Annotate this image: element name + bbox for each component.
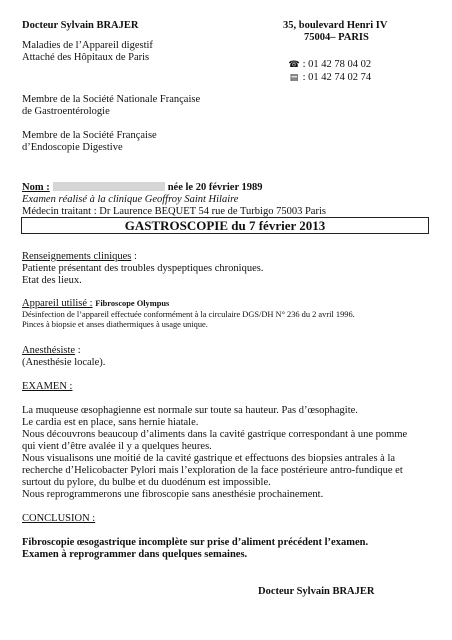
telephone-icon: ☎ (288, 59, 300, 69)
society-block-2 (22, 130, 157, 154)
anesthesia-heading-colon: : (75, 345, 81, 356)
exam-line: recherche d’Helicobacter Pylori mais l’exploration de la face postérieure antro-fundique et (22, 465, 403, 476)
exam-heading: EXAMEN : (22, 381, 73, 392)
exam-line: Nous découvrons beaucoup d’aliments dans la cavité gastrique correspondant à une pomme (22, 429, 408, 440)
device-line-1: Désinfection de l’appareil effectuée conformément à la circulaire DGS/DH N° 236 du 2 avril 1996. (22, 310, 355, 319)
society-1-line-2: de Gastroentérologie (22, 106, 110, 117)
contact-block (288, 58, 371, 84)
conclusion-body (22, 537, 368, 561)
address-line-1: 35, boulevard Henri IV (283, 20, 388, 31)
patient-info (22, 182, 326, 218)
fax-number: : 01 42 74 02 74 (302, 72, 372, 83)
exam-place: Examen réalisé à la clinique Geoffroy Saint Hilaire (22, 194, 239, 205)
phone-number: : 01 42 78 04 02 (302, 59, 372, 70)
clinical-heading: Renseignements cliniques (22, 251, 132, 262)
specialty-line-1: Maladies de l’Appareil digestif (22, 40, 153, 51)
device-section (22, 298, 355, 330)
exam-body (22, 405, 428, 501)
address-block (283, 20, 387, 44)
patient-name-label: Nom : (22, 182, 50, 193)
exam-line: qui vient d’être avalée il y a quelques heures. (22, 441, 212, 452)
referring-doctor: Médecin traitant : Dr Laurence BEQUET 54 rue de Turbigo 75003 Paris (22, 206, 326, 217)
exam-line: surtout du pylore, du bulbe et du duodénum est impossible. (22, 477, 271, 488)
anesthesia-heading: Anesthésiste (22, 345, 76, 356)
society-2-line-2: d’Endoscopie Digestive (22, 142, 123, 153)
anesthesia-section (22, 345, 105, 369)
doctor-name: Docteur Sylvain BRAJER (22, 20, 139, 31)
specialty-block (22, 40, 153, 64)
conclusion-line-1: Fibroscopie œsogastrique incomplète sur prise d’aliment précédent l’examen. (22, 537, 369, 548)
doctor-header (22, 20, 138, 32)
conclusion-heading: CONCLUSION : (22, 513, 96, 524)
device-heading: Appareil utilisé : (22, 298, 93, 309)
exam-line: Nous reprogrammerons une fibroscopie sans anesthésie prochainement. (22, 489, 324, 500)
device-name: Fibroscope Olympus (95, 299, 170, 308)
exam-line: Nous visualisons une moitié de la cavité gastrique et effectuons des biopsies antrales à la (22, 453, 396, 464)
device-line-2: Pinces à biopsie et anses diathermiques à usage unique. (22, 320, 208, 329)
exam-line: Le cardia est en place, sans hernie hiatale. (22, 417, 199, 428)
society-1-line-1: Membre de la Société Nationale Française (22, 94, 201, 105)
exam-title: GASTROSCOPIE du 7 février 2013 (21, 217, 429, 234)
patient-birth: née le 20 février 1989 (167, 182, 263, 193)
address-line-2: 75004– PARIS (304, 32, 369, 43)
fax-icon: ▤ (289, 72, 299, 82)
clinical-section (22, 251, 263, 287)
signature: Docteur Sylvain BRAJER (258, 586, 375, 597)
clinical-heading-colon: : (131, 251, 137, 262)
society-2-line-1: Membre de la Société Française (22, 130, 157, 141)
conclusion-line-2: Examen à reprogrammer dans quelques semaines. (22, 549, 248, 560)
clinical-line-1: Patiente présentant des troubles dyspeptiques chroniques. (22, 263, 264, 274)
society-block-1 (22, 94, 200, 118)
specialty-line-2: Attaché des Hôpitaux de Paris (22, 52, 150, 63)
clinical-line-2: Etat des lieux. (22, 275, 82, 286)
anesthesia-line-1: (Anesthésie locale). (22, 357, 106, 368)
redacted-name (53, 182, 165, 191)
exam-line: La muqueuse œsophagienne est normale sur toute sa hauteur. Pas d’œsophagite. (22, 405, 358, 416)
